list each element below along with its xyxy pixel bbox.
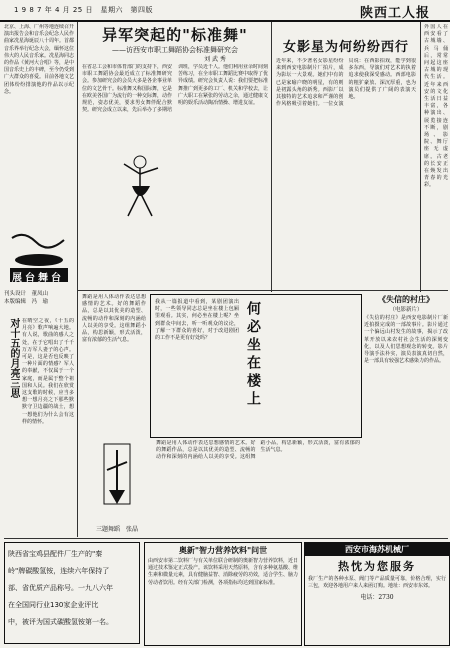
- column-rule: [420, 22, 421, 292]
- panel-side-text: 舞蹈是用人体动作表达思想感情的艺术。好的舞蹈作品，总是以其优美的造型、流畅的动作和深刻的内涵给人以美的享受。这组舞蹈小品，构思新颖，形式活泼，富有浓郁的生活气息。: [82, 294, 146, 344]
- ad-middle: [144, 542, 302, 646]
- film-review-subtitle: （电影新片）: [389, 307, 423, 313]
- ad-left-line: 在全国同行业130家企业评比: [8, 601, 99, 609]
- film-review-title: 《失信的村庄》: [378, 294, 434, 304]
- film-review-text: 《失信的村庄》是西安电影制片厂新近拍摄完成的一部故事片。影片通过一个偏远山村发生的故事，揭示了改革开放以来农村社会生活的深刻变化，以及人们思想观念的转变。影片导演手法朴实，演员表演真切自然，是一部具有较强艺术感染力的作品。: [364, 315, 448, 365]
- left-column-text: 北京、上海、广州等地连续召开演出报告会和音乐会纪念人民作曲家冼星海诞辰八十周年。首都音乐界举行纪念大会，缅怀这位伟大的人民音乐家。冼星海同志的作品《黄河大合唱》等，是中国音乐史上的丰碑，至今仍受到广大群众的喜爱。目前各地文艺团体纷纷排演他的作品以示纪念。: [4, 24, 74, 95]
- art-caption-author: 张晶: [126, 526, 139, 533]
- mid-lower-text: 舞蹈是用人体动作表达思想感情的艺术。好的舞蹈作品，总是以其优美的造型、流畅的动作和深刻的内涵给人以美的享受。这组舞蹈小品，构思新颖，形式活泼，富有浓郁的生活气息。: [156, 440, 360, 461]
- ad-left-line: 陕西省宝鸡县配件厂生产的"秦: [8, 550, 103, 558]
- article-main-head: [82, 24, 268, 54]
- panel-text-left: 我从一篇报道中看到，某剧团演出时，一些领导同志总是坐在楼上包厢里观看。其实，何必坐在楼上呢？坐到群众中间去，听一听观众的议论，了解一下群众的喜好，对于改进剧团的工作不是更有好处吗？: [155, 299, 239, 342]
- article-film-text: 近年来，不少著名女影星纷纷来到西安电影制片厂拍片，成为影坛一大景观。她们中有的已是家喻户晓的明星，有的则是初露头角的新秀。西影厂以其独特的艺术追求和严谨的创作风格吸引着她们。一位女演员说：在西影拍戏，能学到很多东西，导演们对艺术的执着追求使我深受感动。西部电影的粗犷豪放、深沉厚重，也为演员们提供了广阔的表演天地。: [276, 58, 416, 108]
- dancer-illustration: [110, 150, 170, 220]
- poem-title: 对十五的月亮三思: [8, 318, 19, 398]
- masthead: 陕西工人报: [359, 6, 430, 21]
- poem-text: 在晴空之夜，《十五的月亮》歌声响遍大地。有人说，歌曲的感人之处，在于它唱出了千千万万军人妻子的心声。可是，这是否也反映了一种片面的情感？军人的奉献，不仅属于一个家庭，而是属于整个祖国和人民。我们在欣赏这支歌的时候，应当多想一想月亮之下那些默默守卫边疆的战士，想一想他们为什么会有这样的情怀。: [22, 318, 74, 425]
- ad-left-line: 岭"牌碳酸氢铵，连续六年保持了: [8, 567, 110, 575]
- ad-right-text: 我厂生产的各种水泵、阀门等产品质量可靠，价格合理，实行三包，欢迎各地用户来人来函订购。地址：西安市东郊。: [308, 576, 446, 590]
- ad-left: [4, 542, 140, 644]
- editor-label: 本版编辑: [4, 299, 27, 305]
- ad-middle-text: 由西安市第二饮料厂与有关单位联合研制的奥新智力营养饮料，近日通过技术鉴定正式投产。该饮料采用天然原料，含有多种氨基酸、维生素和微量元素，具有健脑益智、消除疲劳的功效，适合学生、脑力劳动者饮用。经有关部门检测，各项指标均达到国家标准。: [148, 558, 299, 586]
- ad-right: [304, 542, 450, 646]
- ad-left-line: 中，被评为国式碳酸氢铵第一名。: [8, 618, 113, 626]
- editor-name: 冯 瑜: [31, 299, 49, 305]
- credit-author: 董凤山: [31, 291, 49, 297]
- ad-middle-title: 奥新"智力营养饮料"问世: [178, 545, 268, 555]
- article-main-subtitle: ——访西安市职工舞蹈协会标准舞研究会: [112, 46, 238, 54]
- film-review: [364, 294, 448, 534]
- article-main-title: 异军突起的"标准舞": [102, 26, 248, 44]
- article-film-title: 女影星为何纷纷西行: [282, 40, 409, 55]
- ad-left-line: 部、省优质产品称号。一九八六年: [8, 584, 113, 592]
- date-line: 1 9 8 7 年 4 月 25 日 星期六 第四版: [14, 6, 153, 14]
- art-caption-title: 三题舞蹈: [95, 526, 120, 533]
- article-right-text: 外国人在西安看了古城墙、兵马俑后，常常问起这座古城的现代生活。近年来西安的文化生活日益丰富，各种演出、展览接连不断，剧场、影院、舞厅座无虚席。古老的长安正在焕发出青春的光彩。: [424, 24, 448, 189]
- banner-box: [4, 228, 74, 284]
- ad-right-title: 西安市海苏机械厂: [305, 543, 449, 556]
- article-main-text: 在省总工会和市体育部门的支持下，西安市职工舞蹈协会最近成立了标准舞研究会。参加研究会的会员大多是各企事业单位的文艺骨干。标准舞又称国际舞，它是在欧美各国广为流行的一种交际舞，动作规范，姿态优美，要求男女舞伴配合默契。研究会成立以来，先后举办了多期培训班，学员近千人。他们利用业余时间刻苦练习，在全市职工舞蹈比赛中取得了优异成绩。研究会负责人说：我们要把标准舞推广到更多的工厂、机关和学校去，让广大职工在紧张的劳动之余，通过健康文明的娱乐活动陶冶情操、增进友谊。: [82, 64, 268, 114]
- credit-title: 刊头设计: [4, 291, 27, 297]
- article-main-byline: 刘 武 秀: [204, 56, 226, 63]
- column-rule: [271, 22, 272, 292]
- panel-title: 何必坐在楼上: [245, 301, 261, 409]
- dance-figure: [82, 440, 152, 535]
- credit-box: [4, 290, 74, 312]
- section-rule: [78, 290, 448, 291]
- ad-right-phone: 电话：2730: [360, 594, 394, 602]
- page-header: [0, 0, 450, 22]
- banner-label: 展台舞台: [12, 273, 64, 284]
- column-rule: [77, 22, 78, 537]
- ad-right-subtitle: 热忱为您服务: [338, 560, 416, 573]
- panel-box: [150, 294, 362, 438]
- ads-rule: [4, 538, 448, 539]
